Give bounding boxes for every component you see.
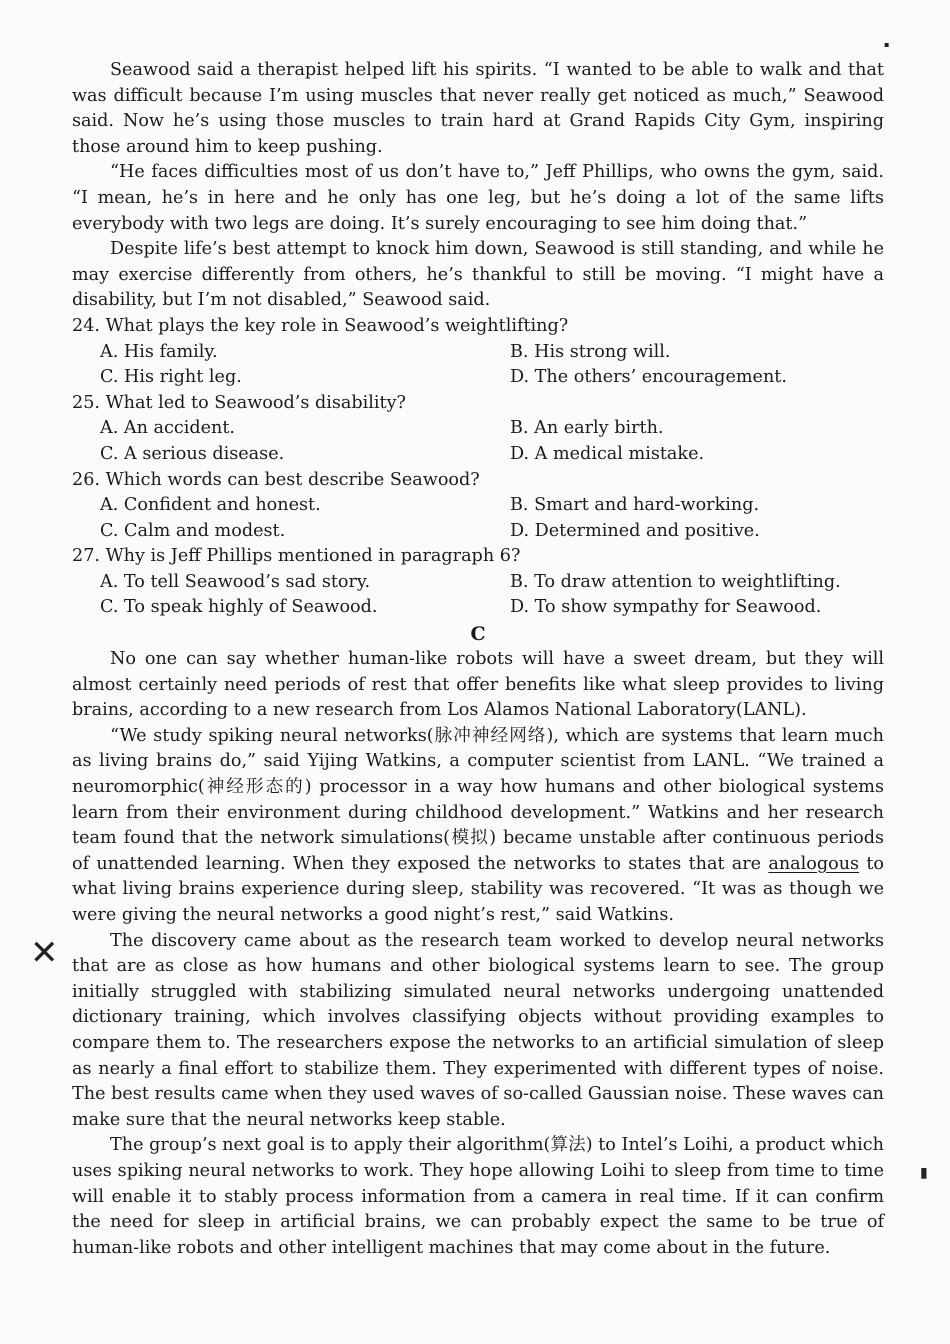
passage-c-paragraph-4: The group’s next goal is to apply their algorithm(算法) to Intel’s Loihi, a product which uses spiking neural networks to work. They hope allowing Loihi to sleep from time to time will enable it to stably process information from a camera in real time. If it can confirm the need for sleep in artificial brains, we can probably expect the same to be true of human-like robots and other intelligent machines that may come about in the future. bbox=[72, 1135, 884, 1258]
option-d: D. The others’ encouragement. bbox=[510, 367, 787, 388]
scan-speck-mark: ▪ bbox=[884, 40, 890, 49]
passage-b-paragraph-3: Despite life’s best attempt to knock him down, Seawood is still standing, and while he may exercise differently from others, he’s thankful to still be moving. “I might have a disability, but I’m not disabled,” Seawood said. bbox=[72, 239, 884, 311]
option-c: C. To speak highly of Seawood. bbox=[100, 597, 378, 618]
passage-c-paragraph-2 bbox=[72, 724, 884, 929]
scan-dot-mark: ▮ bbox=[920, 1165, 928, 1181]
passage-c-paragraph-1: No one can say whether human-like robots will have a sweet dream, but they will almost certainly need periods of rest that offer benefits like what sleep provides to living brains, according to a new research from Los Alamos National Laboratory(LANL). bbox=[72, 649, 884, 721]
paragraph-text-after: to what living brains experience during sleep, stability was recovered. “It was as though we were giving the neural networks a good night’s rest,” said Watkins. bbox=[72, 853, 885, 925]
option-b: B. His strong will. bbox=[510, 341, 671, 362]
exam-page bbox=[72, 58, 884, 1261]
passage-b-paragraph-2: “He faces difficulties most of us don’t have to,” Jeff Phillips, who owns the gym, said. “I mean, he’s in here and he only has one leg, but he’s doing a lot of the same lifts everybody with two legs are doing. It’s surely encouraging to see him doing that.” bbox=[72, 162, 884, 234]
answer-options bbox=[72, 570, 884, 621]
question-stem: 24. What plays the key role in Seawood’s weightlifting? bbox=[72, 315, 569, 336]
answer-options bbox=[72, 493, 884, 544]
answer-options bbox=[72, 340, 884, 391]
passage-b-paragraph-1: Seawood said a therapist helped lift his spirits. “I wanted to be able to walk and that was difficult because I’m using muscles that never really get noticed as much,” Seawood said. Now he’s using those muscles to train hard at Grand Rapids City Gym, inspiring those around him to keep pushing. bbox=[72, 60, 884, 157]
option-c: C. Calm and modest. bbox=[100, 520, 286, 541]
passage-c-paragraph-3: The discovery came about as the research team worked to develop neural networks that are as close as how humans and other biological systems learn to see. The group initially struggled with stabilizing simulated neural networks undergoing unattended dictionary training, which involves classifying objects without providing examples to compare them to. The researchers expose the networks to an artificial simulation of sleep as nearly a final effort to stabilize them. They experimented with different types of noise. The best results came when they used waves of so-called Gaussian noise. These waves can make sure that the neural networks keep stable. bbox=[72, 930, 884, 1130]
option-a: A. His family. bbox=[100, 341, 218, 362]
question-24 bbox=[72, 314, 884, 391]
option-a: A. To tell Seawood’s sad story. bbox=[100, 571, 371, 592]
option-b: B. Smart and hard-working. bbox=[510, 495, 760, 516]
underlined-word: analogous bbox=[768, 853, 860, 874]
question-stem: 26. Which words can best describe Seawood? bbox=[72, 469, 480, 490]
margin-stamp-mark: ✕ bbox=[30, 933, 59, 973]
option-d: D. To show sympathy for Seawood. bbox=[510, 597, 822, 618]
section-c-title: C bbox=[470, 623, 486, 646]
option-c: C. A serious disease. bbox=[100, 443, 285, 464]
question-stem: 27. Why is Jeff Phillips mentioned in paragraph 6? bbox=[72, 546, 521, 567]
option-b: B. To draw attention to weightlifting. bbox=[510, 571, 841, 592]
option-d: D. A medical mistake. bbox=[510, 443, 705, 464]
option-a: A. Confident and honest. bbox=[100, 495, 321, 516]
option-a: A. An accident. bbox=[100, 418, 236, 439]
question-25 bbox=[72, 391, 884, 468]
answer-options bbox=[72, 416, 884, 467]
option-b: B. An early birth. bbox=[510, 418, 664, 439]
option-d: D. Determined and positive. bbox=[510, 520, 760, 541]
paragraph-text-before: “We study spiking neural networks(脉冲神经网络), which are systems that learn much as living brains do,” said Yijing Watkins, a computer scientist from LANL. “We trained a neuromorphic(神经形态的) processor in a way how humans and other biological systems learn from their environment during childhood development.” Watkins and her research team found that the network simulations(模拟) became unstable after continuous periods of unattended learning. When they exposed the networks to states that are bbox=[72, 725, 884, 874]
option-c: C. His right leg. bbox=[100, 367, 242, 388]
question-stem: 25. What led to Seawood’s disability? bbox=[72, 392, 406, 413]
question-27 bbox=[72, 544, 884, 621]
question-26 bbox=[72, 468, 884, 545]
